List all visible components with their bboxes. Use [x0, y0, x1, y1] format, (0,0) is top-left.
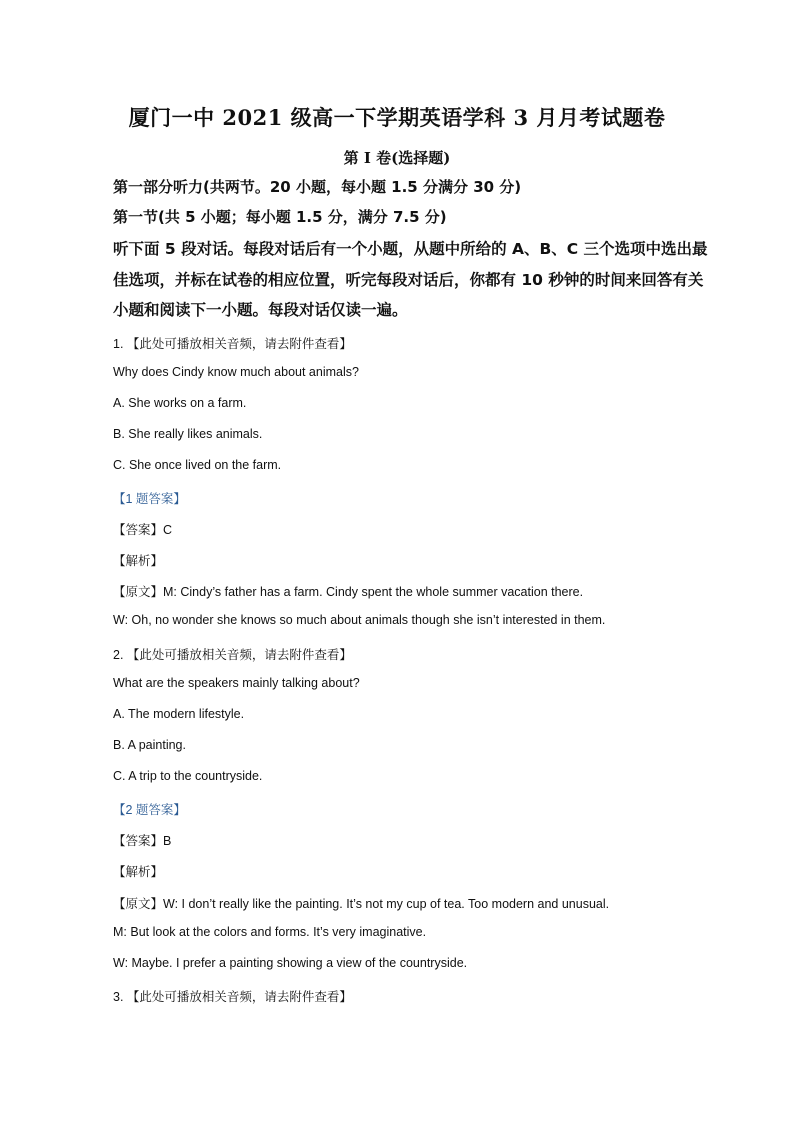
question-text-q2: What are the speakers mainly talking about?: [113, 676, 360, 690]
transcript-line-q1-2: W: Oh, no wonder she knows so much about animals though she isn’t interested in them.: [113, 613, 606, 627]
option-a-q2: A. The modern lifestyle.: [113, 707, 245, 721]
audio-placeholder-q1[interactable]: 1. 【此处可播放相关音频，请去附件查看】: [113, 337, 352, 351]
answer-q2: 【答案】B: [113, 834, 172, 848]
question-text-q1: Why does Cindy know much about animals?: [113, 365, 359, 379]
audio-placeholder-q3[interactable]: 3. 【此处可播放相关音频，请去附件查看】: [113, 990, 352, 1004]
audio-placeholder-q2[interactable]: 2. 【此处可播放相关音频，请去附件查看】: [113, 648, 352, 662]
option-c-q1: C. She once lived on the farm.: [113, 458, 282, 472]
page-title: 厦门一中 2021 级高一下学期英语学科 3 月月考试题卷: [128, 105, 666, 130]
analysis-label-q2: 【解析】: [113, 865, 164, 879]
volume-subtitle: 第 I 卷(选择题): [343, 149, 451, 167]
transcript-line-q1-1: 【原文】M: Cindy’s father has a farm. Cindy spent the whole summer vacation there.: [113, 585, 584, 599]
option-a-q1: A. She works on a farm.: [113, 396, 247, 410]
answer-header-q1: 【1 题答案】: [113, 492, 186, 506]
answer-header-q2: 【2 题答案】: [113, 803, 186, 817]
option-b-q2: B. A painting.: [113, 738, 186, 752]
option-b-q1: B. She really likes animals.: [113, 427, 263, 441]
part-heading: 第一部分听力(共两节。20 小题，每小题 1.5 分满分 30 分): [113, 178, 522, 196]
section-heading: 第一节(共 5 小题；每小题 1.5 分，满分 7.5 分): [113, 208, 447, 226]
option-c-q2: C. A trip to the countryside.: [113, 769, 263, 783]
transcript-line-q2-2: M: But look at the colors and forms. It’s very imaginative.: [113, 925, 427, 939]
transcript-line-q2-3: W: Maybe. I prefer a painting showing a view of the countryside.: [113, 956, 468, 970]
analysis-label-q1: 【解析】: [113, 554, 164, 568]
transcript-line-q2-1: 【原文】W: I don’t really like the painting. It’s not my cup of tea. Too modern and unusual.: [113, 897, 610, 911]
answer-q1: 【答案】C: [113, 523, 173, 537]
listening-instructions: 听下面 5 段对话。每段对话后有一个小题，从题中所给的 A、B、C 三个选项中选出最佳选项，并标在试卷的相应位置，听完每段对话后，你都有 10 秒钟的时间来回答有关小题和阅读下一小题。每段对话仅读一遍。: [113, 240, 708, 319]
